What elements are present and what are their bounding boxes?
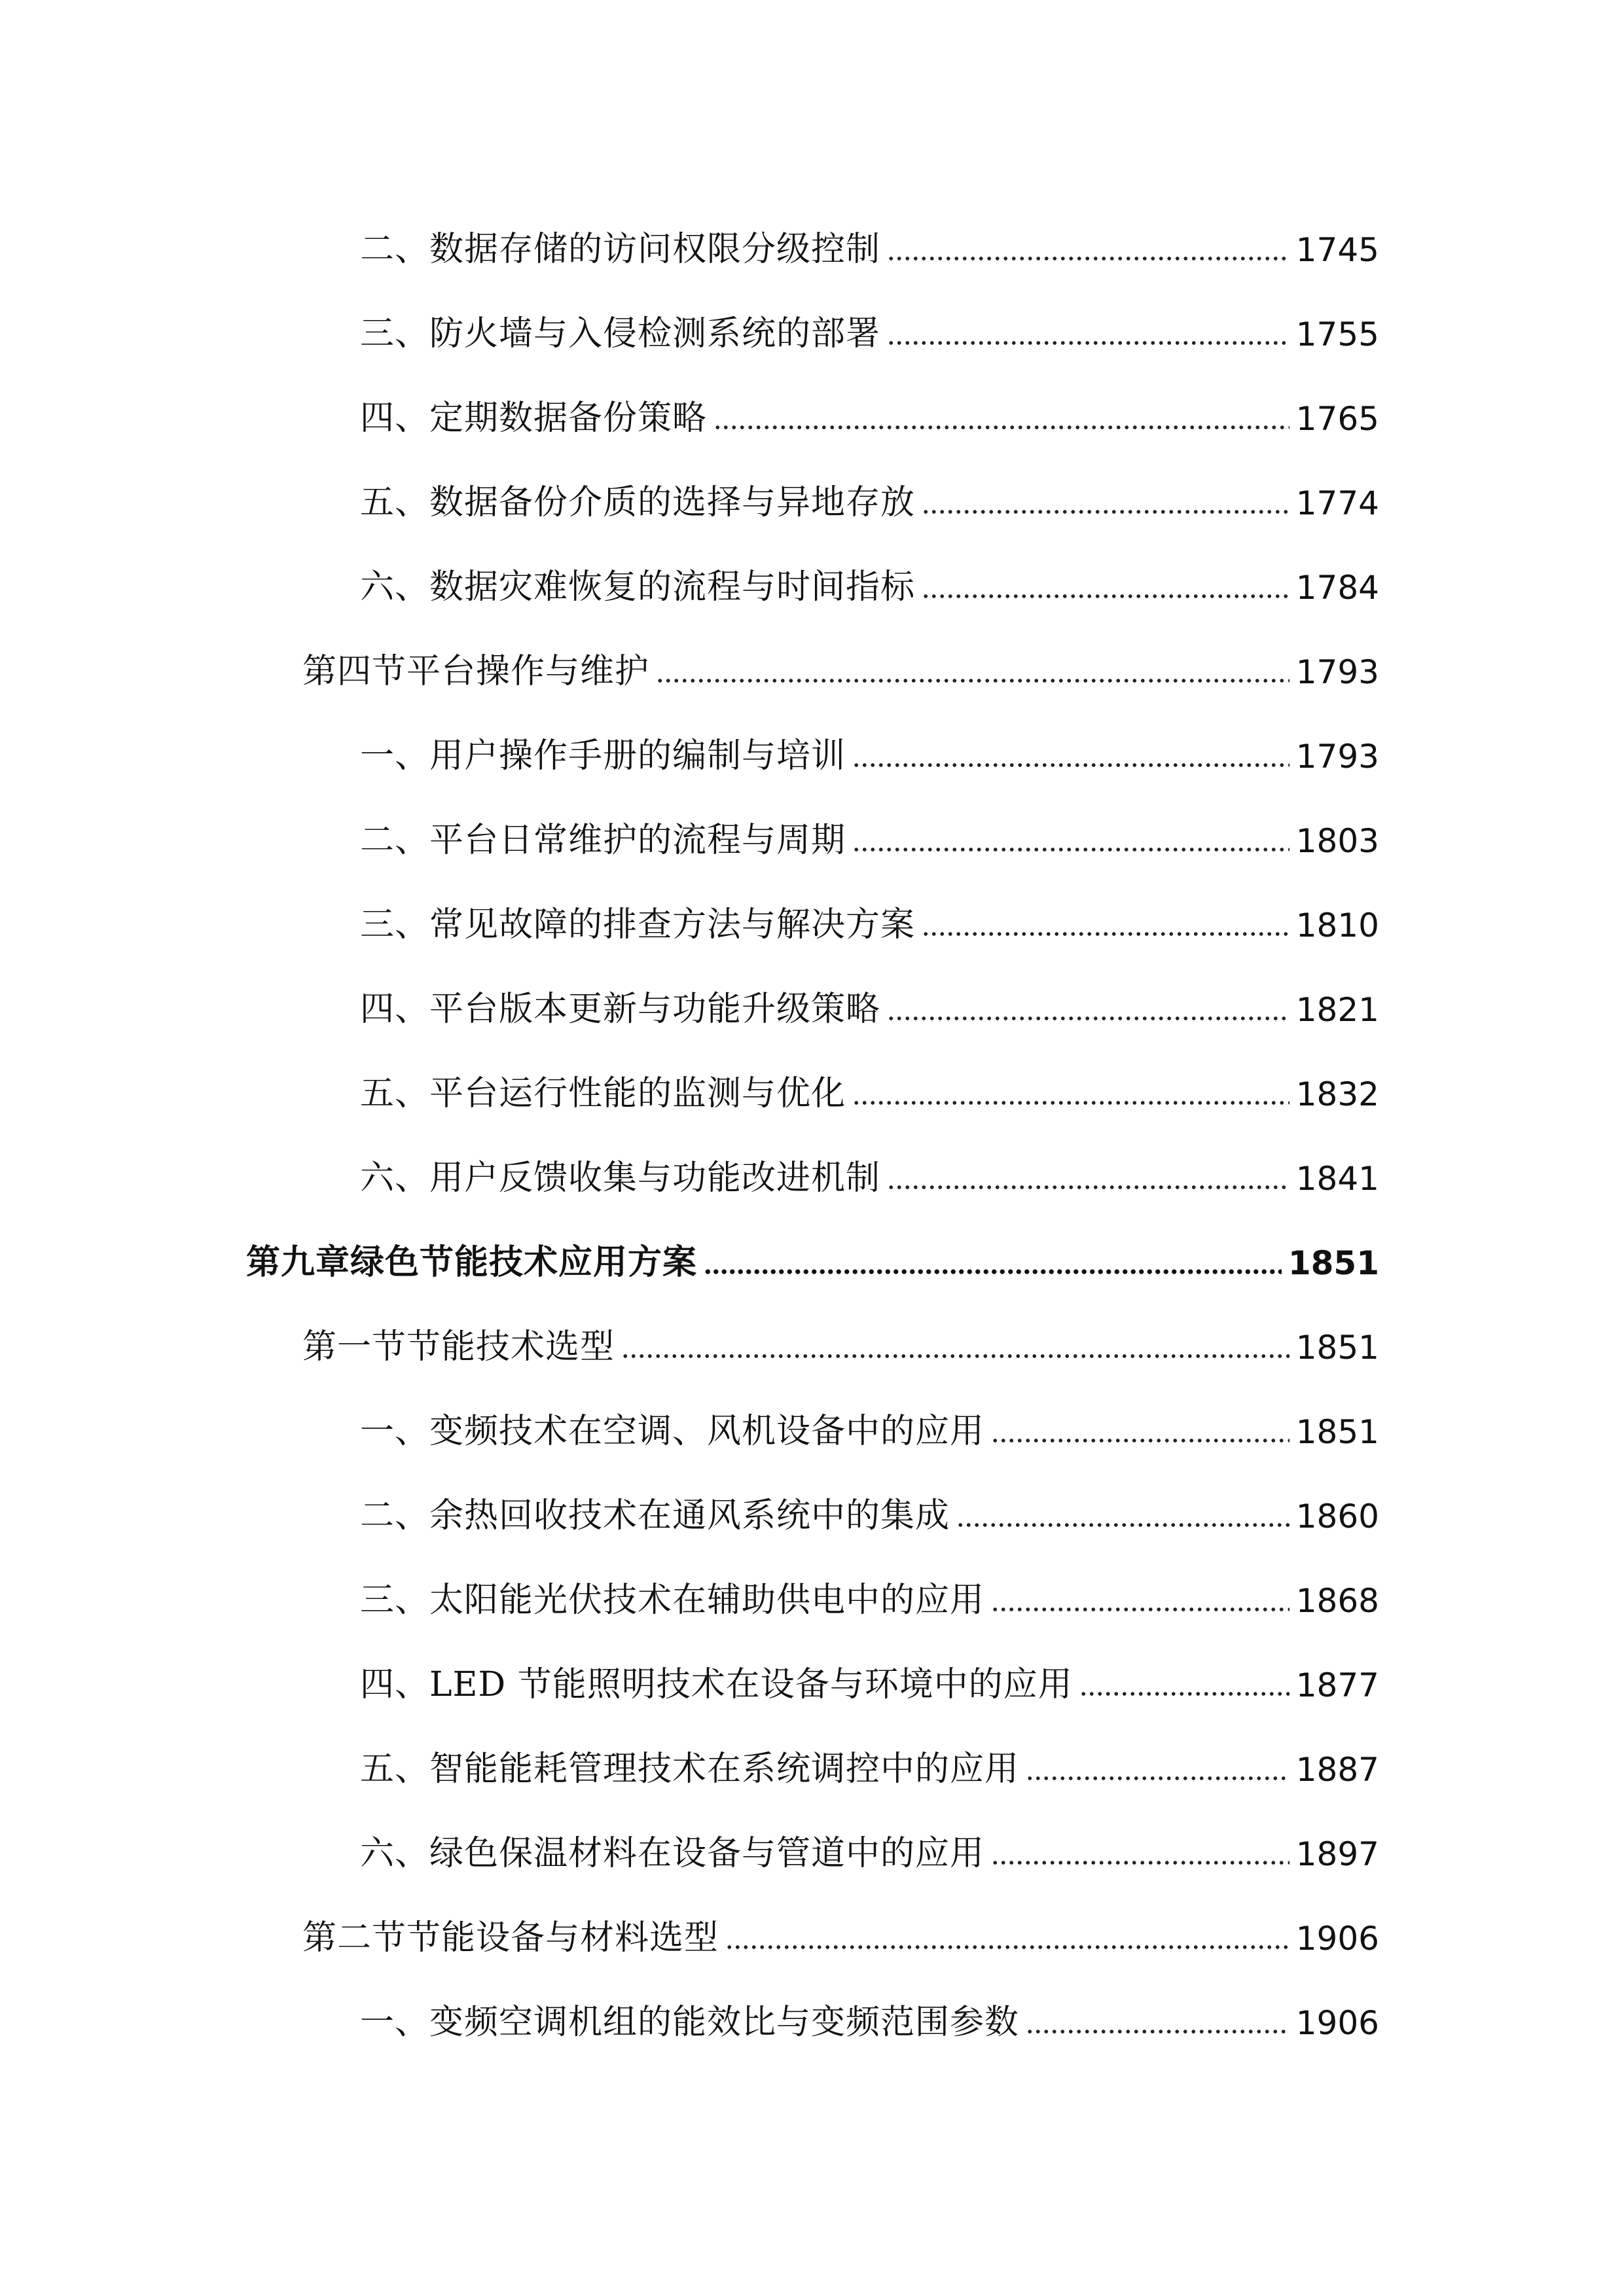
dot-leader — [621, 1305, 1290, 1364]
dot-leader — [922, 883, 1290, 942]
toc-entry[interactable] — [360, 376, 1379, 438]
dot-leader — [713, 376, 1290, 435]
dot-leader — [852, 714, 1290, 773]
toc-entry-title: 三、防火墙与入侵检测系统的部署 — [360, 314, 881, 353]
toc-entry-title: 第九章绿色节能技术应用方案 — [246, 1242, 698, 1282]
toc-entry[interactable] — [360, 207, 1379, 269]
toc-entry[interactable] — [360, 714, 1379, 776]
toc-entry-title: 二、数据存储的访问权限分级控制 — [360, 230, 881, 269]
toc-entry[interactable] — [360, 883, 1379, 942]
toc-entry-title: 四、LED 节能照明技术在设备与环境中的应用 — [360, 1665, 1073, 1704]
dot-leader — [852, 1052, 1290, 1111]
dot-leader — [956, 1474, 1290, 1533]
toc-entry-title: 三、常见故障的排查方法与解决方案 — [360, 905, 916, 944]
toc-entry[interactable] — [360, 1812, 1379, 1871]
toc-entry[interactable] — [360, 1052, 1379, 1111]
toc-entry-section[interactable] — [302, 1896, 1379, 1958]
toc-entry-title: 二、平台日常维护的流程与周期 — [360, 821, 846, 860]
toc-entry-title: 一、变频空调机组的能效比与变频范围参数 — [360, 2003, 1020, 2042]
toc-entry-title: 四、平台版本更新与功能升级策略 — [360, 990, 881, 1029]
dot-leader — [991, 1812, 1290, 1871]
toc-page-number: 1821 — [1295, 991, 1379, 1029]
toc-entry-title: 六、用户反馈收集与功能改进机制 — [360, 1158, 881, 1198]
toc-entry-title: 二、余热回收技术在通风系统中的集成 — [360, 1496, 950, 1535]
toc-page-number: 1851 — [1295, 1413, 1379, 1451]
toc-page-number: 1906 — [1295, 1920, 1379, 1958]
toc-entry-title: 六、绿色保温材料在设备与管道中的应用 — [360, 1834, 985, 1873]
dot-leader — [852, 798, 1290, 857]
toc-entry-title: 五、平台运行性能的监测与优化 — [360, 1074, 846, 1113]
toc-entry[interactable] — [360, 1727, 1379, 1789]
toc-page-number: 1793 — [1295, 738, 1379, 776]
toc-page-number: 1810 — [1295, 906, 1379, 944]
toc-entry[interactable] — [360, 798, 1379, 860]
dot-leader — [656, 630, 1290, 689]
toc-entry[interactable] — [360, 461, 1379, 520]
dot-leader — [1026, 1727, 1290, 1786]
toc-entry[interactable] — [360, 1474, 1379, 1533]
toc-page-number: 1774 — [1295, 484, 1379, 522]
dot-leader — [991, 1558, 1290, 1617]
dot-leader — [725, 1896, 1290, 1955]
toc-page-number: 1841 — [1295, 1160, 1379, 1198]
toc-page-number: 1877 — [1295, 1666, 1379, 1704]
toc-page-number: 1755 — [1295, 315, 1379, 353]
toc-page-number: 1851 — [1288, 1244, 1379, 1282]
toc-entry-title: 五、智能能耗管理技术在系统调控中的应用 — [360, 1749, 1020, 1789]
toc-entry-title: 五、数据备份介质的选择与异地存放 — [360, 483, 916, 522]
toc-entry[interactable] — [360, 1558, 1379, 1620]
toc-entry[interactable] — [360, 1136, 1379, 1198]
dot-leader — [991, 1390, 1290, 1448]
toc-entry[interactable] — [360, 967, 1379, 1029]
toc-entry[interactable] — [360, 1390, 1379, 1451]
toc-entry-title: 四、定期数据备份策略 — [360, 399, 708, 438]
toc-entry-chapter[interactable] — [246, 1221, 1379, 1280]
dot-leader — [704, 1221, 1282, 1280]
toc-entry-title: 六、数据灾难恢复的流程与时间指标 — [360, 567, 916, 607]
dot-leader — [1079, 1643, 1290, 1702]
toc-entry-title: 第一节节能技术选型 — [302, 1327, 615, 1367]
dot-leader — [922, 545, 1290, 604]
toc-page-number: 1803 — [1295, 822, 1379, 860]
toc-entry-section[interactable] — [302, 1305, 1379, 1367]
toc-page-number: 1745 — [1295, 231, 1379, 269]
toc-entry-title: 第四节平台操作与维护 — [302, 652, 650, 691]
toc-entry-title: 第二节节能设备与材料选型 — [302, 1918, 719, 1958]
toc-page-number: 1906 — [1295, 2004, 1379, 2042]
toc-entry[interactable] — [360, 1981, 1379, 2042]
toc-entry-title: 一、用户操作手册的编制与培训 — [360, 736, 846, 776]
toc-entry[interactable] — [360, 545, 1379, 607]
toc-page-number: 1851 — [1295, 1329, 1379, 1367]
toc-entry-title: 一、变频技术在空调、风机设备中的应用 — [360, 1412, 985, 1451]
toc-page-number: 1860 — [1295, 1498, 1379, 1535]
toc-page-number: 1784 — [1295, 569, 1379, 607]
dot-leader — [887, 207, 1290, 266]
dot-leader — [887, 292, 1290, 351]
toc-page-number: 1832 — [1295, 1075, 1379, 1113]
toc-entry[interactable] — [360, 1643, 1379, 1702]
dot-leader — [887, 967, 1290, 1026]
toc-page-number: 1897 — [1295, 1835, 1379, 1873]
toc-entry[interactable] — [360, 292, 1379, 351]
toc-page-number: 1868 — [1295, 1582, 1379, 1620]
toc-page-number: 1793 — [1295, 653, 1379, 691]
dot-leader — [887, 1136, 1290, 1195]
toc-entry-title: 三、太阳能光伏技术在辅助供电中的应用 — [360, 1581, 985, 1620]
dot-leader — [922, 461, 1290, 520]
toc-page-number: 1887 — [1295, 1751, 1379, 1789]
toc-page-number: 1765 — [1295, 400, 1379, 438]
toc-entry-section[interactable] — [302, 630, 1379, 689]
dot-leader — [1026, 1981, 1290, 2039]
